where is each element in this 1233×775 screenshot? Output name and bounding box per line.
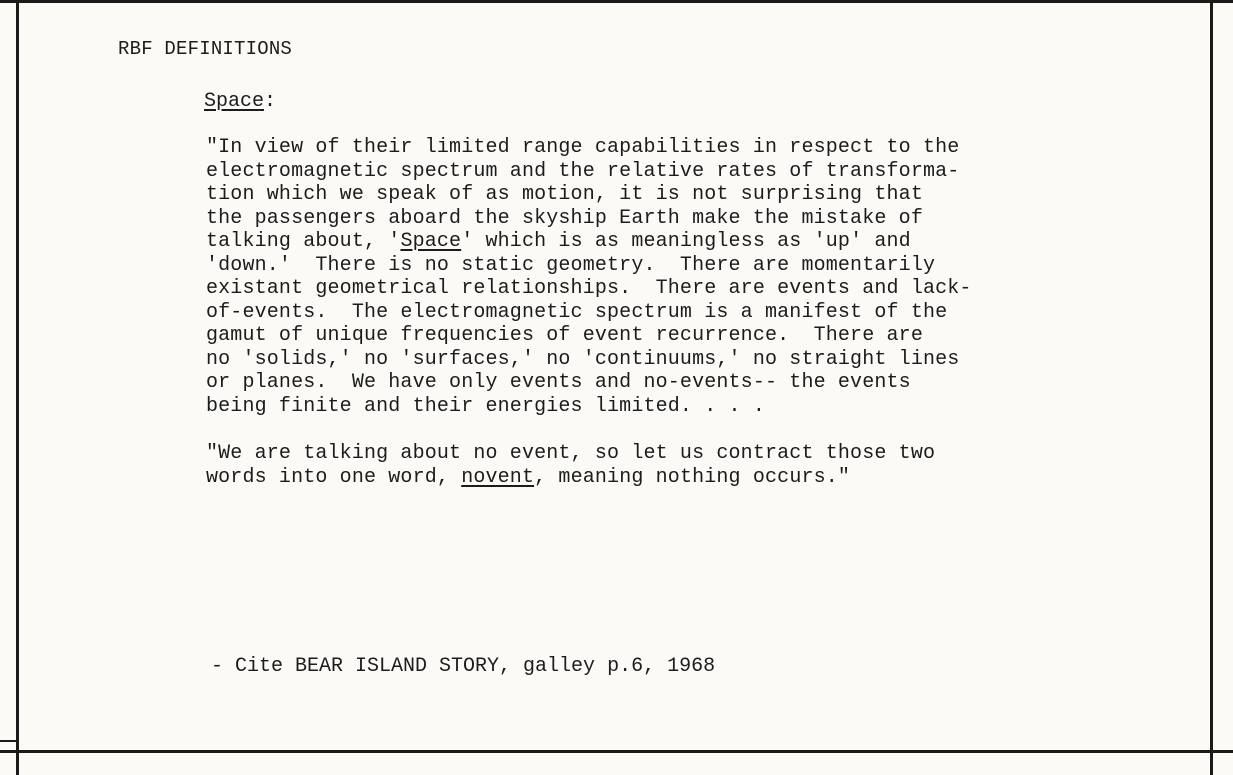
- section-title-colon: :: [264, 90, 277, 113]
- quote-line: "We are talking about no event, so let us contract those two: [206, 442, 936, 465]
- quote-line: tion which we speak of as motion, it is not surprising that: [206, 183, 923, 206]
- quote-line: no 'solids,' no 'surfaces,' no 'continuums,' no straight lines: [206, 347, 960, 371]
- citation: - Cite BEAR ISLAND STORY, galley p.6, 1968: [211, 655, 716, 678]
- quote-line-part: words into one word,: [206, 465, 462, 489]
- quote-line: "In view of their limited range capabilities in respect to the: [206, 136, 960, 159]
- card-border-right: [1210, 0, 1213, 775]
- card-border-bottom: [0, 750, 1233, 753]
- quote-line-part: ' which is as meaningless as 'up' and: [461, 230, 911, 253]
- quote-term-novent: novent: [461, 465, 535, 489]
- quote-line-part: , meaning nothing occurs.": [534, 465, 851, 489]
- quote-line: gamut of unique frequencies of event recurrence. There are: [206, 324, 923, 347]
- quote-line: existant geometrical relationships. There are events and lack-: [206, 277, 972, 300]
- document-heading: RBF DEFINITIONS: [118, 38, 293, 60]
- quote-line: [206, 466, 935, 490]
- section-title-term: Space: [204, 90, 265, 113]
- quote-paragraph-1: [206, 136, 972, 418]
- card-border-left: [16, 0, 19, 775]
- quote-line-part: talking about, ': [206, 230, 401, 253]
- quote-line: the passengers aboard the skyship Earth make the mistake of: [206, 206, 923, 230]
- card-border-top: [0, 0, 1233, 3]
- card-border-tick: [0, 740, 19, 742]
- quote-line: [206, 230, 972, 254]
- quote-line: electromagnetic spectrum and the relative rates of transforma-: [206, 159, 960, 183]
- quote-line: being finite and their energies limited. . . .: [206, 394, 765, 418]
- quote-line: or planes. We have only events and no-events-- the events: [206, 371, 911, 394]
- section-title: [204, 90, 276, 113]
- quote-paragraph-2: [206, 442, 935, 489]
- quote-line: 'down.' There is no static geometry. There are momentarily: [206, 253, 936, 277]
- quote-term-space: Space: [400, 230, 462, 253]
- quote-line: of-events. The electromagnetic spectrum is a manifest of the: [206, 300, 948, 324]
